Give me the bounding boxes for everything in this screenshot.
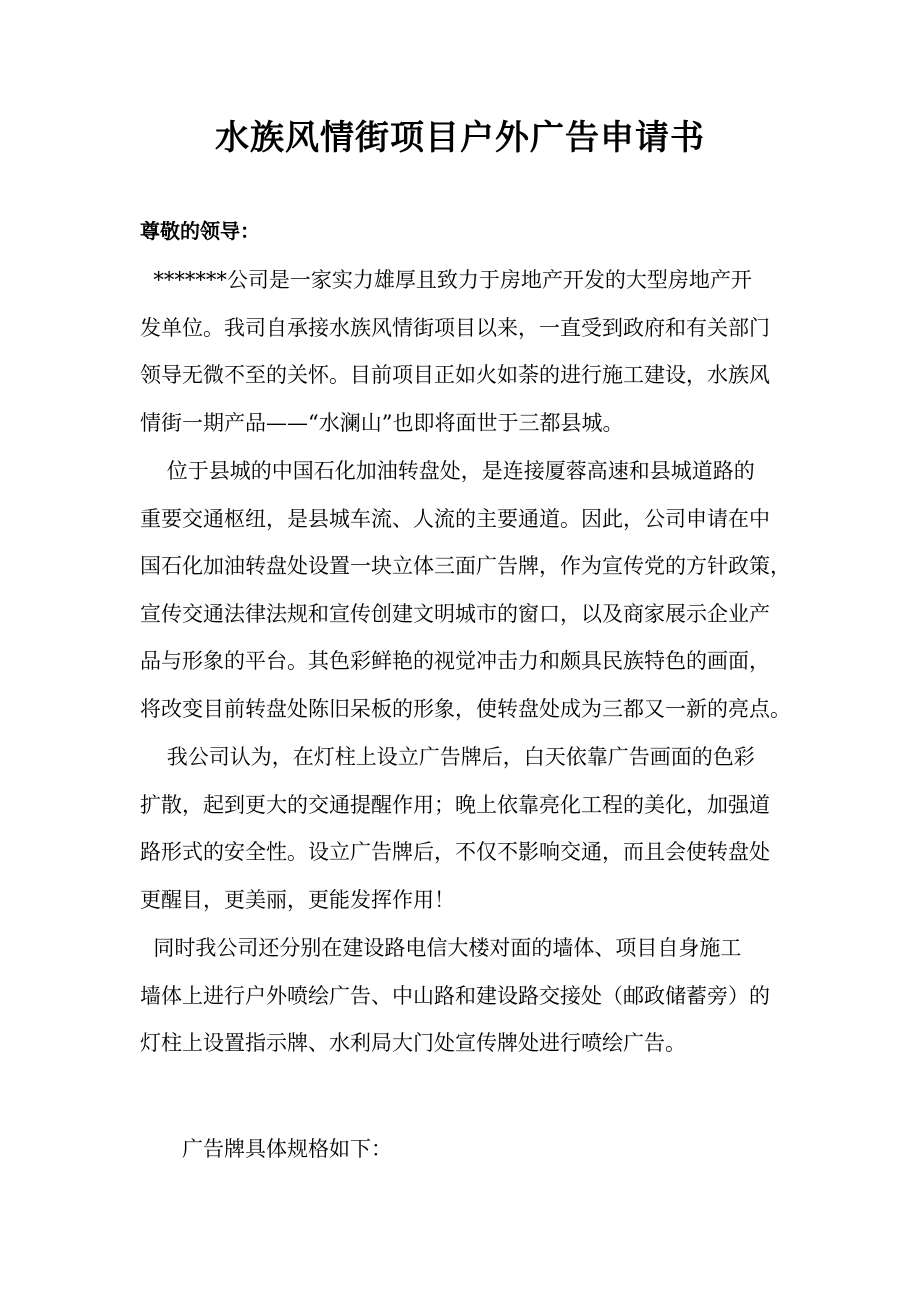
- paragraph-line: 情街一期产品——“水澜山”也即将面世于三都县城。: [140, 410, 624, 435]
- paragraph-line: 更醒目，更美丽，更能发挥作用！: [140, 887, 455, 912]
- paragraph-line: 领导无微不至的关怀。目前项目正如火如荼的进行施工建设，水族风: [140, 363, 770, 387]
- document-title: 水族风情街项目户外广告申请书: [215, 118, 705, 158]
- paragraph-line: 将改变目前转盘处陈旧呆板的形象，使转盘处成为三都又一新的亮点。: [140, 696, 791, 721]
- paragraph-line: 重要交通枢纽，是县城车流、人流的主要通道。因此，公司申请在中: [140, 506, 770, 531]
- paragraph-line: 我公司认为，在灯柱上设立广告牌后，白天依靠广告画面的色彩: [140, 745, 755, 769]
- paragraph-line: 墙体上进行户外喷绘广告、中山路和建设路交接处（邮政储蓄旁）的: [140, 983, 770, 1008]
- paragraph-line: *******公司是一家实力雄厚且致力于房地产开发的大型房地产开: [140, 268, 752, 292]
- paragraph-line: 扩散，起到更大的交通提醒作用；晚上依靠亮化工程的美化，加强道: [140, 792, 770, 817]
- paragraph-line: 宣传交通法律法规和宣传创建文明城市的窗口，以及商家展示企业产: [140, 601, 770, 626]
- paragraph-line: 同时我公司还分别在建设路电信大楼对面的墙体、项目自身施工: [140, 936, 742, 960]
- paragraph-line: 路形式的安全性。设立广告牌后，不仅不影响交通，而且会使转盘处: [140, 840, 770, 864]
- paragraph-location: [140, 448, 791, 733]
- paragraph-line: 位于县城的中国石化加油转盘处，是连接厦蓉高速和县城道路的: [140, 459, 755, 483]
- salutation: 尊敬的领导：: [140, 219, 260, 243]
- spec-heading: 广告牌具体规格如下：: [182, 1137, 392, 1161]
- paragraph-line: 灯柱上设置指示牌、水利局大门处宣传牌处进行喷绘广告。: [140, 1031, 686, 1055]
- paragraph-line: 国石化加油转盘处设置一块立体三面广告牌，作为宣传党的方针政策，: [140, 554, 791, 578]
- paragraph-line: 品与形象的平台。其色彩鲜艳的视觉冲击力和颇具民族特色的画面，: [140, 649, 770, 673]
- paragraph-benefits: [140, 734, 785, 924]
- paragraph-other-locations: [140, 925, 785, 1068]
- paragraph-company-intro: [140, 257, 785, 447]
- paragraph-line: 发单位。我司自承接水族风情街项目以来，一直受到政府和有关部门: [140, 315, 770, 340]
